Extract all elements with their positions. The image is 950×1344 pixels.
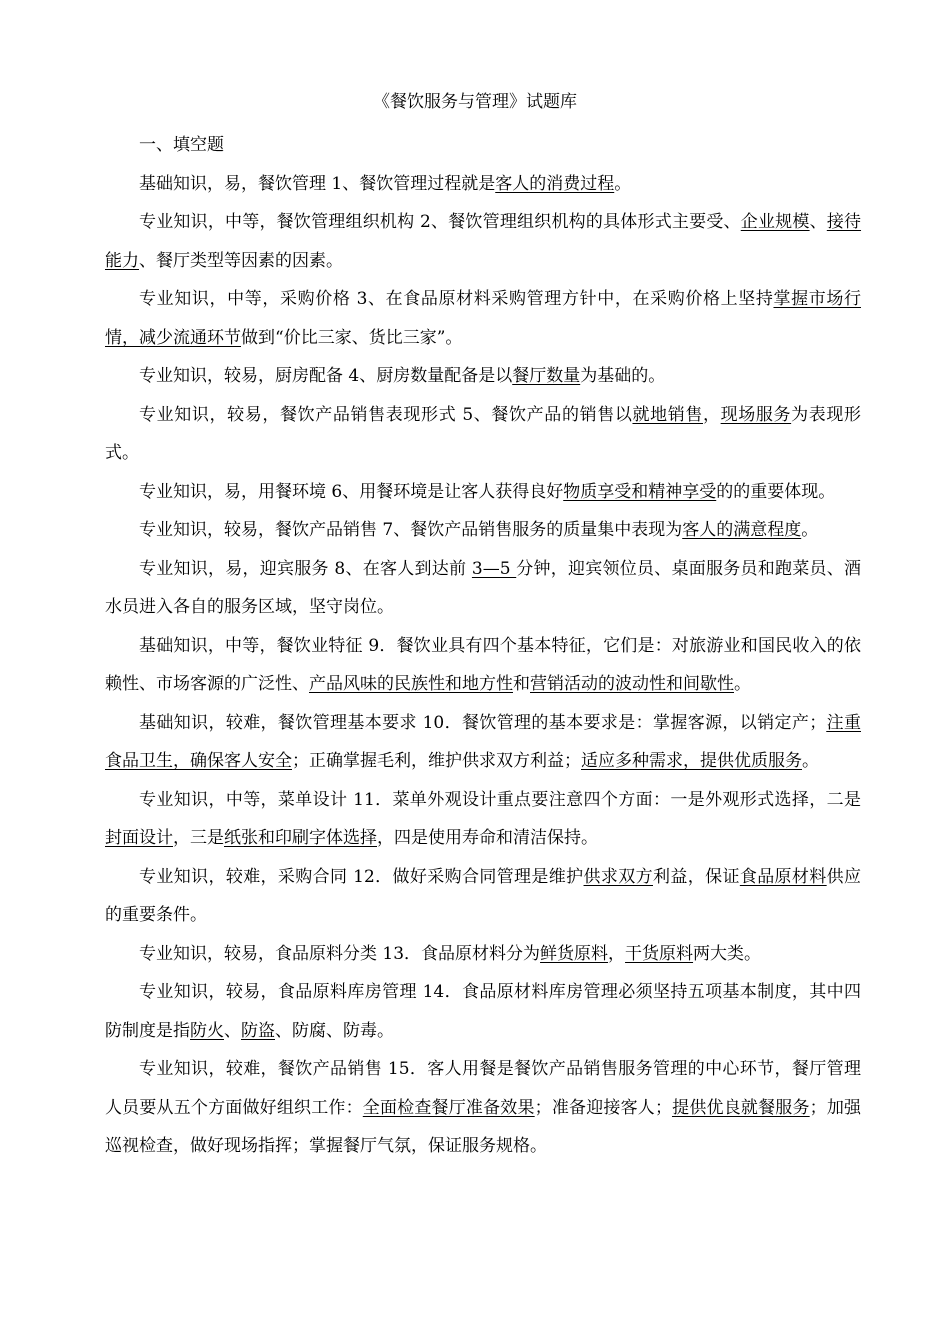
- question-12: 专业知识，较难，采购合同 12．做好采购合同管理是维护供求双方利益，保证食品原材料供应的重要条件。: [105, 866, 862, 925]
- answer-blank: 食品原材料: [739, 866, 827, 887]
- answer-blank: 客人的满意程度: [682, 520, 802, 540]
- answer-blank: 干货原料: [625, 943, 694, 964]
- page-title: 《餐饮服务与管理》试题库: [373, 92, 577, 112]
- question-11: 专业知识，中等，菜单设计 11．菜单外观设计重点要注意四个方面：一是外观形式选择，二是封面设计，三是纸张和印刷字体选择，四是使用寿命和清洁保持。: [105, 789, 861, 848]
- question-9: 基础知识，中等，餐饮业特征 9．餐饮业具有四个基本特征，它们是：对旅游业和国民收入的依赖性、市场客源的广泛性、产品风味的民族性和地方性和营销活动的波动性和间歇性。: [105, 635, 861, 694]
- answer-blank: 物质享受和精神享受: [563, 481, 717, 502]
- answer-blank: 掌握市场行情，减少流通环节: [105, 289, 861, 348]
- answer-blank: 企业规模: [740, 212, 810, 232]
- answer-blank: 防火: [190, 1020, 224, 1041]
- question-8: 专业知识，易，迎宾服务 8、在客人到达前 3—5 分钟，迎宾领位员、桌面服务员和跑菜员、酒水员进入各自的服务区域，坚守岗位。: [105, 558, 862, 617]
- question-10: 基础知识，较难，餐饮管理基本要求 10．餐饮管理的基本要求是：掌握客源，以销定产；注重食品卫生，确保客人安全；正确掌握毛利，维护供求双方利益；适应多种需求，提供优质服务。: [105, 712, 861, 771]
- answer-blank: 供求双方: [583, 866, 653, 887]
- answer-blank: 产品风味的民族性和地方性: [309, 674, 513, 694]
- answer-blank: 防盗: [241, 1020, 275, 1041]
- answer-blank: 封面设计: [105, 828, 173, 848]
- question-list: [105, 126, 861, 1166]
- answer-blank: 鲜货原料: [540, 943, 609, 964]
- question-7: 专业知识，较易，餐饮产品销售 7、餐饮产品销售服务的质量集中表现为客人的满意程度。: [139, 520, 819, 540]
- question-6: 专业知识，易，用餐环境 6、用餐环境是让客人获得良好物质享受和精神享受的的重要体现。: [139, 481, 836, 502]
- answer-blank: 现场服务: [720, 404, 792, 425]
- answer-blank: 就地销售: [632, 404, 703, 425]
- answer-blank: 适应多种需求，提供优质服务: [581, 751, 802, 771]
- section-heading: 一、填空题: [139, 135, 224, 155]
- answer-blank: 3—5: [471, 558, 517, 579]
- question-13: 专业知识，较易，食品原料分类 13．食品原材料分为鲜货原料，干货原料两大类。: [139, 943, 762, 964]
- question-14: 专业知识，较易，食品原料库房管理 14．食品原材料库房管理必须坚持五项基本制度，其中四防制度是指防火、防盗、防腐、防毒。: [105, 982, 861, 1041]
- question-4: 专业知识，较易，厨房配备 4、厨房数量配备是以餐厅数量为基础的。: [139, 366, 666, 386]
- answer-blank: 接待能力: [105, 212, 862, 271]
- answer-blank: 纸张和印刷字体选择: [224, 828, 377, 848]
- answer-blank: 注重食品卫生，确保客人安全: [105, 712, 861, 771]
- question-3: 专业知识，中等，采购价格 3、在食品原材料采购管理方针中，在采购价格上坚持掌握市场行情，减少流通环节做到“价比三家、货比三家”。: [105, 289, 861, 348]
- answer-blank: 提供优良就餐服务: [671, 1097, 810, 1118]
- question-15: 专业知识，较难，餐饮产品销售 15．客人用餐是餐饮产品销售服务管理的中心环节，餐厅管理人员要从五个方面做好组织工作：全面检查餐厅准备效果；准备迎接客人；提供优良就餐服务；加强巡视检查，做好现场指挥；掌握餐厅气氛，保证服务规格。: [105, 1059, 862, 1156]
- answer-blank: 客人的消费过程: [495, 173, 615, 194]
- answer-blank: 全面检查餐厅准备效果: [362, 1097, 535, 1118]
- question-2: 专业知识，中等，餐饮管理组织机构 2、餐饮管理组织机构的具体形式主要受、企业规模、接待能力、餐厅类型等因素的因素。: [105, 212, 862, 271]
- question-5: 专业知识，较易，餐饮产品销售表现形式 5、餐饮产品的销售以就地销售，现场服务为表现形式。: [105, 404, 862, 463]
- answer-blank: 餐厅数量: [512, 366, 581, 386]
- answer-blank: 营销活动的波动性和间歇性: [530, 674, 734, 694]
- question-1: 基础知识，易，餐饮管理 1、餐饮管理过程就是客人的消费过程。: [139, 173, 632, 194]
